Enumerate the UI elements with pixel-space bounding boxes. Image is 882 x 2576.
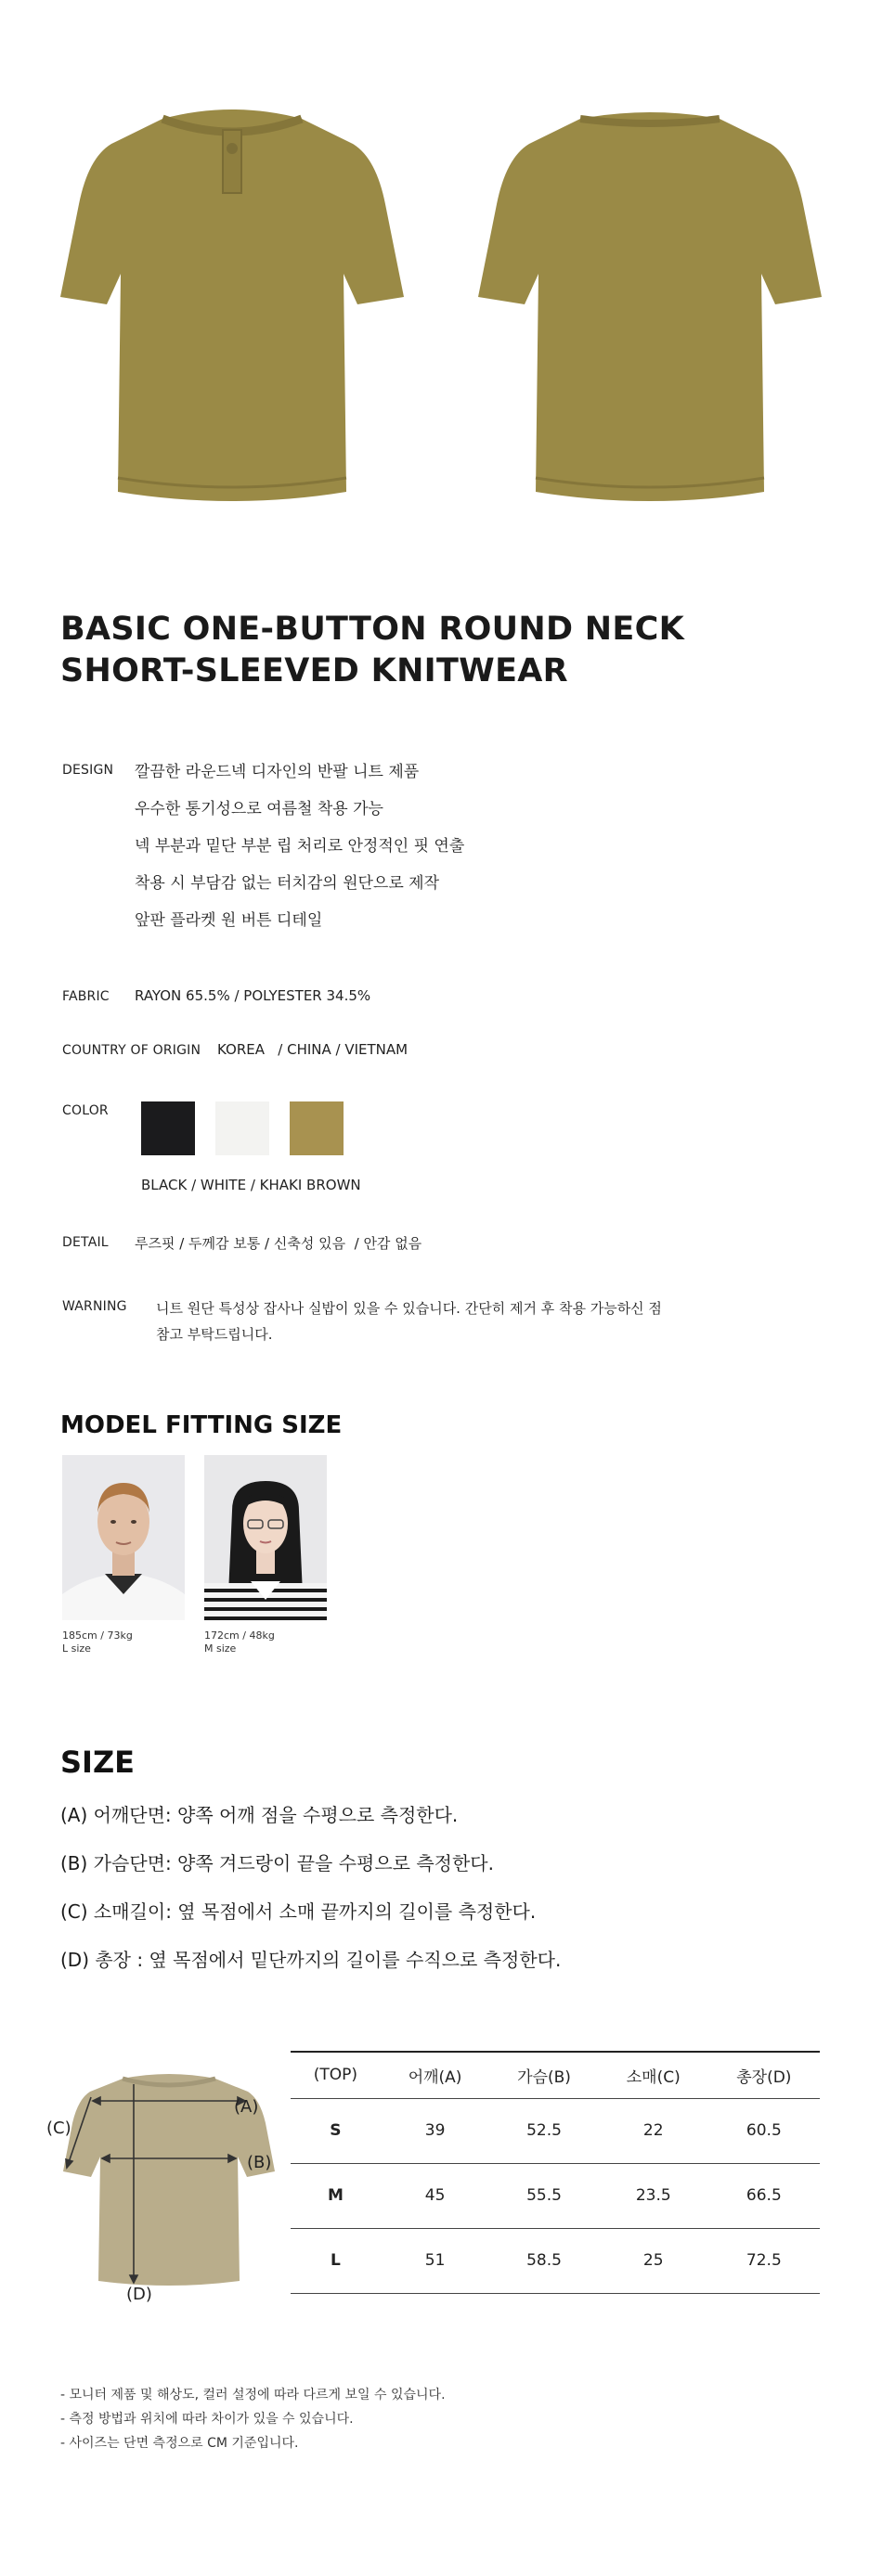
design-line: 넥 부분과 밑단 부분 립 처리로 안정적인 핏 연출 xyxy=(135,837,465,856)
table-cell: 25 xyxy=(599,2228,708,2293)
model-fitting-heading: MODEL FITTING SIZE xyxy=(60,1411,343,1439)
detail-value: 루즈핏 / 두께감 보통 / 신축성 있음 / 안감 없음 xyxy=(135,1235,422,1252)
size-table-header xyxy=(291,2052,820,2098)
design-line: 우수한 통기성으로 여름철 착용 가능 xyxy=(135,800,383,818)
warning-text xyxy=(156,1295,662,1347)
warning-line: 니트 원단 특성상 잡사나 실밥이 있을 수 있습니다. 간단히 제거 후 착용 가능하신 점 xyxy=(156,1300,662,1317)
note-line: - 사이즈는 단면 측정으로 CM 기준입니다. xyxy=(60,2436,299,2451)
header-cell: 가슴(B) xyxy=(489,2052,599,2098)
size-table xyxy=(291,2051,820,2294)
design-line: 착용 시 부담감 없는 터치감의 원단으로 제작 xyxy=(135,874,440,893)
model-stats: 185cm / 73kg xyxy=(62,1629,133,1642)
table-cell: 52.5 xyxy=(489,2098,599,2163)
table-cell: 45 xyxy=(381,2163,489,2228)
table-cell: 60.5 xyxy=(708,2098,820,2163)
color-names: BLACK / WHITE / KHAKI BROWN xyxy=(141,1177,361,1193)
origin-value: KOREA / CHINA / VIETNAM xyxy=(217,1041,409,1058)
table-cell: 55.5 xyxy=(489,2163,599,2228)
measurement-line: (A) 어깨단면: 양쪽 어깨 점을 수평으로 측정한다. xyxy=(60,1804,459,1826)
table-cell: 58.5 xyxy=(489,2228,599,2293)
header-cell: 총장(D) xyxy=(708,2052,820,2098)
measurement-list xyxy=(60,1791,561,1984)
color-swatch-white xyxy=(215,1101,269,1155)
design-line: 앞판 플라켓 원 버튼 디테일 xyxy=(135,911,323,930)
color-swatch-black xyxy=(141,1101,195,1155)
measurement-line: (B) 가슴단면: 양쪽 겨드랑이 끝을 수평으로 측정한다. xyxy=(60,1852,494,1874)
size-heading: SIZE xyxy=(60,1745,136,1780)
model-stats: 172cm / 48kg xyxy=(204,1629,275,1642)
size-label: L xyxy=(291,2228,381,2293)
size-label: M xyxy=(291,2163,381,2228)
design-list xyxy=(135,753,464,939)
product-title xyxy=(60,609,822,692)
design-line: 깔끔한 라운드넥 디자인의 반팔 니트 제품 xyxy=(135,763,420,781)
size-label: S xyxy=(291,2098,381,2163)
product-front-image xyxy=(51,102,413,520)
table-cell: 22 xyxy=(599,2098,708,2163)
header-cell: (TOP) xyxy=(291,2052,381,2098)
diagram-label-b: (B) xyxy=(247,2153,272,2172)
size-diagram xyxy=(48,2067,290,2309)
color-label: COLOR xyxy=(62,1103,109,1118)
warning-label: WARNING xyxy=(62,1299,127,1314)
table-row xyxy=(291,2163,820,2228)
measurement-line: (D) 총장 : 옆 목점에서 밑단까지의 길이를 수직으로 측정한다. xyxy=(60,1949,562,1971)
measurement-line: (C) 소매길이: 옆 목점에서 소매 끝까지의 길이를 측정한다. xyxy=(60,1900,537,1923)
note-line: - 모니터 제품 및 해상도, 컬러 설정에 따라 다르게 보일 수 있습니다. xyxy=(60,2388,446,2402)
table-cell: 39 xyxy=(381,2098,489,2163)
table-row xyxy=(291,2228,820,2293)
header-cell: 어깨(A) xyxy=(381,2052,489,2098)
note-line: - 측정 방법과 위치에 따라 차이가 있을 수 있습니다. xyxy=(60,2412,354,2427)
table-row xyxy=(291,2098,820,2163)
product-title-line1: BASIC ONE-BUTTON ROUND NECK xyxy=(60,611,684,648)
model-size: M size xyxy=(204,1642,237,1655)
model-photo-male xyxy=(62,1455,185,1620)
warning-line: 참고 부탁드립니다. xyxy=(156,1326,273,1343)
notes xyxy=(60,2383,446,2455)
color-swatch-khaki xyxy=(290,1101,344,1155)
fabric-label: FABRIC xyxy=(62,989,110,1004)
fabric-value: RAYON 65.5% / POLYESTER 34.5% xyxy=(135,987,371,1004)
origin-label: COUNTRY OF ORIGIN xyxy=(62,1043,201,1058)
product-back-image xyxy=(469,102,831,520)
design-label: DESIGN xyxy=(62,763,114,778)
header-cell: 소매(C) xyxy=(599,2052,708,2098)
diagram-label-c: (C) xyxy=(46,2119,71,2138)
diagram-label-a: (A) xyxy=(234,2097,259,2117)
model-photo-female xyxy=(204,1455,327,1620)
table-cell: 23.5 xyxy=(599,2163,708,2228)
product-title-line2: SHORT-SLEEVED KNITWEAR xyxy=(60,652,568,689)
diagram-label-d: (D) xyxy=(126,2285,152,2304)
detail-label: DETAIL xyxy=(62,1235,109,1250)
model-female-caption xyxy=(204,1629,275,1655)
model-male-caption xyxy=(62,1629,133,1655)
table-cell: 72.5 xyxy=(708,2228,820,2293)
model-size: L size xyxy=(62,1642,91,1655)
table-cell: 51 xyxy=(381,2228,489,2293)
table-cell: 66.5 xyxy=(708,2163,820,2228)
